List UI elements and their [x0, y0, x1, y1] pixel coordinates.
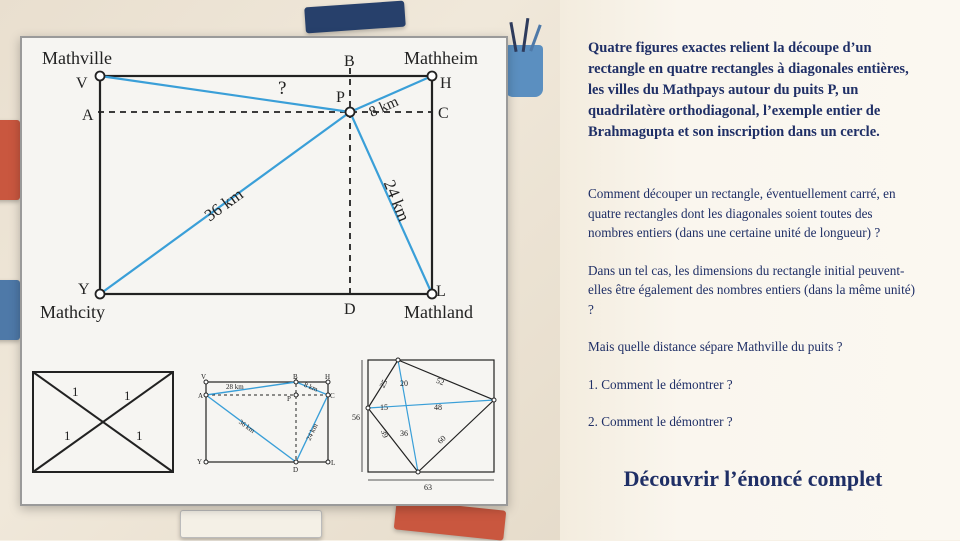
label-unknown-distance: ?	[278, 78, 287, 99]
question-paragraph: Dans un tel cas, les dimensions du rectangle initial peuvent-elles être également des nombres entiers (dans la même unité) ?	[588, 262, 915, 317]
thumb2-label-y: Y	[197, 458, 203, 466]
thumb2-point	[326, 460, 330, 464]
book-illustration	[0, 280, 20, 340]
thumb2-label-a: A	[198, 392, 204, 400]
label-point-l: L	[436, 283, 446, 300]
thumb2-distance-28km: 28 km	[226, 383, 244, 391]
thumb3-point	[396, 358, 400, 362]
book-illustration	[304, 1, 406, 34]
label-point-y: Y	[78, 281, 90, 298]
thumb1-label: 1	[64, 428, 71, 443]
main-diagram	[40, 48, 478, 322]
thumb3-number: 25	[377, 378, 390, 390]
question-paragraph: 1. Comment le démontrer ?	[588, 376, 733, 392]
thumb3-number: 60	[435, 433, 448, 446]
label-point-b: B	[344, 53, 355, 70]
label-point-c: C	[438, 105, 449, 122]
thumb3-width: 63	[424, 483, 432, 492]
thumb2-point	[294, 393, 298, 397]
discover-full-statement-link[interactable]: Découvrir l’énoncé complet	[623, 466, 883, 491]
thumb2-label-d: D	[293, 466, 299, 474]
label-point-h: H	[440, 75, 452, 92]
thumb2-point	[204, 460, 208, 464]
book-illustration	[0, 120, 20, 200]
thumb3-point	[492, 398, 496, 402]
label-point-v: V	[76, 75, 88, 92]
thumb3-point	[416, 470, 420, 474]
label-point-a: A	[82, 107, 94, 124]
thumb3-number: 39	[378, 428, 391, 440]
book-illustration	[180, 510, 322, 538]
label-distance-36km: 36 km	[200, 184, 247, 226]
thumb2-label-b: B	[293, 373, 298, 381]
thumb1-label: 1	[72, 384, 79, 399]
question-paragraph: Comment découper un rectangle, éventuellement carré, en quatre rectangles dont les diagonales soient toutes des nombres entiers (dans une certaine unité de longueur) ?	[588, 186, 896, 240]
label-point-p: P	[336, 89, 345, 106]
label-mathville: Mathville	[42, 48, 112, 68]
point-v	[96, 72, 105, 81]
thumb1-label: 1	[124, 388, 131, 403]
thumbnail-mathpays	[197, 373, 335, 474]
thumb3-number: 20	[400, 379, 408, 388]
label-distance-24km: 24 km	[379, 177, 414, 225]
thumb3-quadrilateral	[368, 360, 494, 472]
question-paragraph: 2. Comment le démontrer ?	[588, 414, 733, 429]
thumb2-label-h: H	[325, 373, 331, 381]
point-p-well	[346, 108, 355, 117]
point-y	[96, 290, 105, 299]
pencil-cup-illustration	[505, 45, 543, 97]
intro-paragraph: Quatre figures exactes relient la découpe d’un rectangle en quatre rectangles à diagonales entières, les villes du Mathpays autour du puits P, un quadrilatère orthodiagonal, l’exemple entier de Brahmagupta et son inscription dans un cercle.	[588, 40, 909, 140]
label-distance-8km: 8 km	[366, 93, 402, 121]
thumb3-number: 48	[434, 403, 442, 412]
thumb2-point	[204, 393, 208, 397]
thumb2-distance-24km: 24 km	[304, 422, 320, 442]
thumb2-label-v: V	[201, 373, 207, 381]
question-paragraph: Mais quelle distance sépare Mathville du puits ?	[588, 339, 843, 354]
thumb2-label-l: L	[331, 459, 336, 467]
thumb3-height: 56	[352, 413, 360, 422]
thumb3-point	[366, 406, 370, 410]
thumb2-rectangle	[206, 382, 328, 462]
description-panel	[588, 38, 918, 432]
thumb3-number: 52	[434, 375, 446, 388]
label-mathheim: Mathheim	[404, 48, 478, 68]
figure-card	[20, 36, 508, 506]
thumb2-distance-36km: 36 km	[237, 418, 257, 435]
thumb2-point	[294, 460, 298, 464]
thumb2-distance-8km: 8 km	[302, 380, 319, 394]
thumb2-line-top	[206, 382, 296, 395]
label-point-d: D	[344, 301, 356, 318]
thumb2-label-c: C	[330, 392, 335, 400]
label-mathcity: Mathcity	[40, 302, 105, 322]
label-mathland: Mathland	[404, 302, 473, 322]
point-h	[428, 72, 437, 81]
figures-svg	[22, 38, 506, 504]
thumb3-number: 36	[400, 429, 408, 438]
thumbnail-rectangle-diagonals	[33, 372, 173, 472]
thumb2-label-p: P	[287, 395, 291, 403]
line-mathville-well	[100, 76, 350, 112]
thumb3-number: 15	[380, 403, 388, 412]
thumbnail-brahmagupta	[352, 358, 496, 492]
thumb1-label: 1	[136, 428, 143, 443]
thumb3-diagonal	[398, 360, 418, 472]
